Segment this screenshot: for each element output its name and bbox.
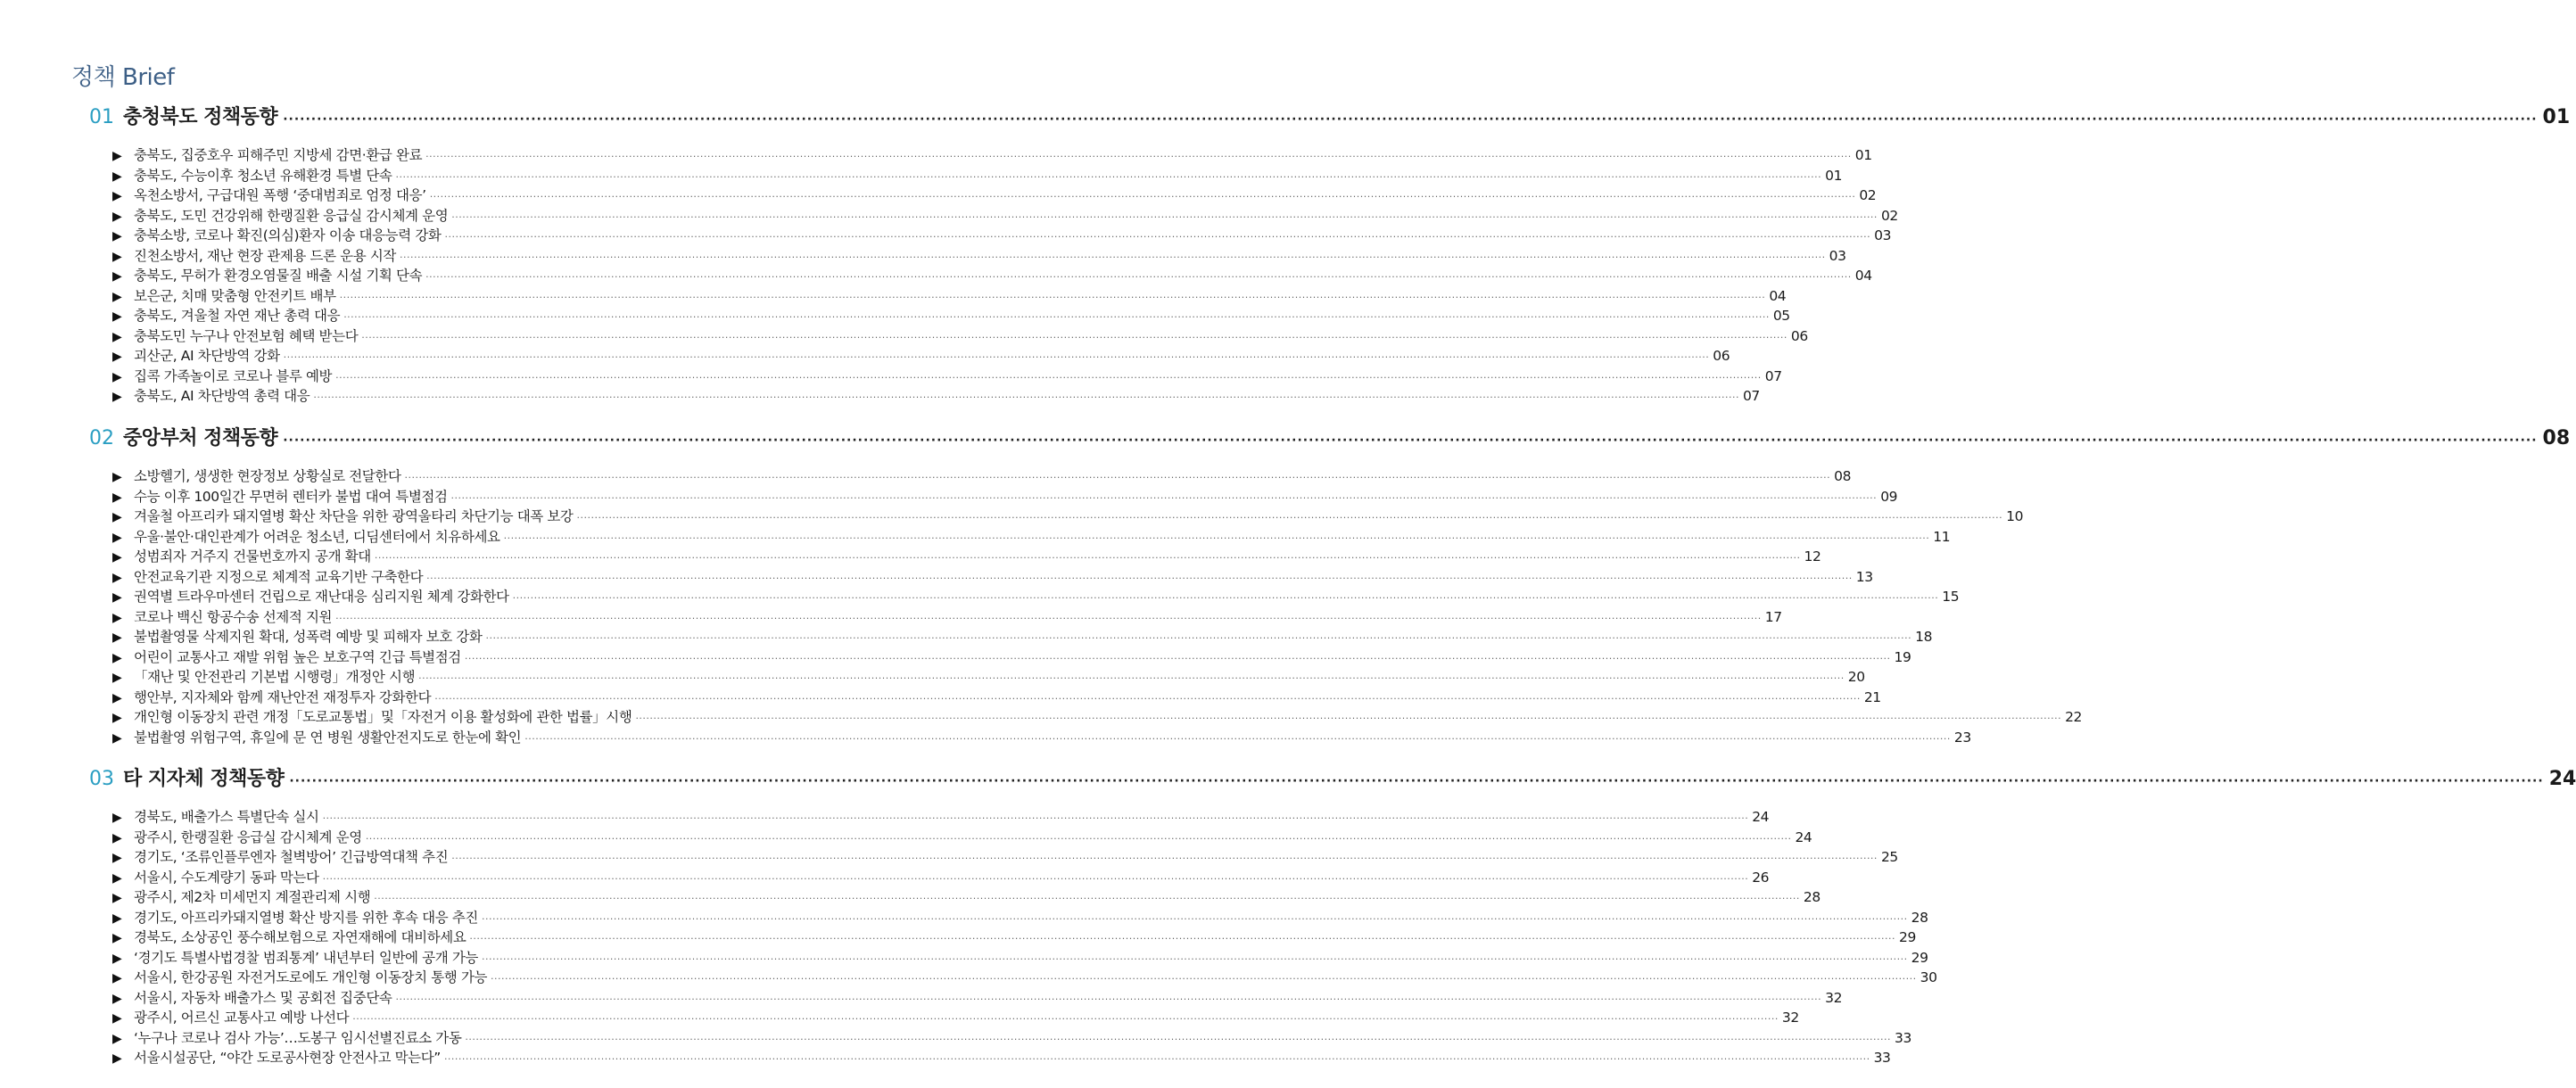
toc-entry[interactable]	[89, 886, 1821, 907]
triangle-bullet-icon: ▶	[112, 149, 122, 163]
entry-title: 광주시, 어르신 교통사고 예방 나선다	[134, 1010, 350, 1026]
triangle-bullet-icon: ▶	[112, 189, 122, 203]
triangle-bullet-icon: ▶	[112, 650, 122, 665]
dot-leader: ················································································································································································································································································································································································································	[481, 952, 1908, 965]
triangle-bullet-icon: ▶	[112, 690, 122, 705]
section-item-list	[89, 466, 2083, 746]
triangle-bullet-icon: ▶	[112, 350, 122, 364]
entry-page-number: 26	[1752, 869, 1770, 886]
entry-page-number: 20	[1847, 669, 1865, 685]
dot-leader: ················································································································································································································································································································································································································	[343, 311, 1770, 323]
entry-title: 경기도, ‘조류인플루엔자 철벽방어’ 긴급방역대책 추진	[134, 849, 449, 865]
toc-entry[interactable]	[89, 967, 1937, 987]
dot-leader: ················································································································································································································································································································································································································	[503, 532, 1930, 544]
toc-entry[interactable]	[89, 987, 1843, 1008]
toc-entry[interactable]	[89, 626, 1933, 647]
entry-title: 괴산군, AI 차단방역 강화	[134, 348, 280, 364]
entry-title: 안전교육기관 지정으로 체계적 교육기반 구축한다	[134, 568, 424, 585]
dot-leader: ················································································································································································································································································································································································································	[425, 271, 1852, 283]
toc-section	[89, 102, 2571, 406]
dot-leader: ················································································································································································································································································································································································································	[395, 993, 1822, 1005]
triangle-bullet-icon: ▶	[112, 830, 122, 845]
entry-page-number: 32	[1825, 989, 1843, 1006]
dot-leader: ················································································································································································································································································································································································································	[426, 572, 1853, 584]
section-heading[interactable]	[89, 102, 2571, 132]
triangle-bullet-icon: ▶	[112, 229, 122, 243]
toc-entry[interactable]	[89, 867, 1770, 887]
toc-entry[interactable]	[89, 1027, 1911, 1048]
entry-title: 성범죄자 거주지 건물번호까지 공개 확대	[134, 548, 371, 565]
toc-entry[interactable]	[89, 385, 1760, 406]
triangle-bullet-icon: ▶	[112, 1031, 122, 1046]
triangle-bullet-icon: ▶	[112, 269, 122, 284]
entry-title: 불법촬영물 삭제지원 확대, 성폭력 예방 및 피해자 보호 강화	[134, 629, 483, 645]
triangle-bullet-icon: ▶	[112, 530, 122, 545]
toc-entry[interactable]	[89, 326, 1808, 346]
dot-leader: ················································································································································································································································································································································································································	[444, 231, 1871, 243]
entry-page-number: 28	[1911, 909, 1928, 926]
toc-entry[interactable]	[89, 305, 1790, 326]
section-title: 중앙부처 정책동향	[123, 427, 278, 449]
triangle-bullet-icon: ▶	[112, 470, 122, 484]
entry-title: ‘경기도 특별사법경찰 범죄통계’ 내년부터 일반에 공개 가능	[134, 949, 478, 966]
toc-entry[interactable]	[89, 846, 1898, 867]
entry-page-number: 29	[1899, 929, 1916, 945]
dot-leader: ················································································································································································································································································································································································································	[485, 632, 1912, 644]
dot-leader: ················································································································································································································································································································································································································	[400, 251, 1826, 263]
entry-title: 집콕 가족놀이로 코로나 블루 예방	[134, 367, 333, 384]
toc-entry[interactable]	[89, 265, 1872, 285]
entry-page-number: 03	[1829, 247, 1846, 264]
toc-entry[interactable]	[89, 185, 1877, 205]
dot-leader: ················································································································································································································································································································································································································	[512, 592, 1939, 604]
entry-page-number: 22	[2065, 709, 2083, 725]
entry-page-number: 07	[1764, 367, 1782, 384]
section-page-number: 24	[2548, 768, 2576, 790]
entry-title: 코로나 백신 항공수송 선제적 지원	[134, 608, 333, 625]
toc-entry[interactable]	[89, 727, 1971, 747]
dot-leader: ················································································································································································································································································································································································································	[434, 692, 1861, 705]
entry-page-number: 01	[1854, 147, 1872, 163]
toc-entry[interactable]	[89, 907, 1928, 927]
toc-section	[89, 763, 2576, 1067]
section-number: 02	[89, 427, 114, 449]
triangle-bullet-icon: ▶	[112, 991, 122, 1006]
toc-entry[interactable]	[89, 947, 1928, 968]
triangle-bullet-icon: ▶	[112, 510, 122, 524]
toc-entry[interactable]	[89, 1047, 1891, 1067]
triangle-bullet-icon: ▶	[112, 811, 122, 825]
toc-entry[interactable]	[89, 144, 1872, 165]
entry-title: 충북도, 겨울철 자연 재난 총력 대응	[134, 308, 341, 324]
toc-entry[interactable]	[89, 687, 1881, 707]
dot-leader: ················································································································································································································································································································································································································	[339, 291, 1766, 303]
triangle-bullet-icon: ▶	[112, 490, 122, 505]
toc-entry[interactable]	[89, 927, 1916, 947]
entry-page-number: 12	[1804, 548, 1821, 565]
entry-page-number: 30	[1920, 969, 1937, 985]
triangle-bullet-icon: ▶	[112, 891, 122, 905]
toc-entry[interactable]	[89, 285, 1787, 306]
entry-page-number: 18	[1915, 629, 1933, 645]
entry-page-number: 25	[1880, 849, 1898, 865]
dot-leader: ················································································································································································································································································································································································································	[635, 713, 2062, 724]
toc-entry[interactable]	[89, 566, 1873, 587]
entry-title: 충북도, 무허가 환경오염물질 배출 시설 기획 단속	[134, 268, 423, 284]
toc-entry[interactable]	[89, 1007, 1799, 1027]
toc-entry[interactable]	[89, 526, 1951, 547]
triangle-bullet-icon: ▶	[112, 590, 122, 605]
entry-title: 경북도, 소상공인 풍수해보험으로 자연재해에 대비하세요	[134, 929, 466, 945]
dot-leader: ················································································································································································································································································································································································································	[374, 893, 1800, 904]
entry-page-number: 23	[1953, 729, 1971, 746]
dot-leader: ················································································································································································································································································································································································································	[576, 512, 2003, 523]
entry-page-number: 02	[1880, 207, 1898, 224]
dot-leader: ················································································································································································································································································································································································································	[481, 912, 1908, 925]
entry-title: 광주시, 제2차 미세먼지 계절관리제 시행	[134, 889, 371, 905]
toc-entry[interactable]	[89, 647, 1911, 667]
toc-entry[interactable]	[89, 546, 1821, 566]
entry-title: 어린이 교통사고 재발 위험 높은 보호구역 긴급 특별점검	[134, 648, 461, 665]
triangle-bullet-icon: ▶	[112, 169, 122, 184]
entry-title: 진천소방서, 재난 현장 관제용 드론 운용 시작	[134, 247, 397, 264]
triangle-bullet-icon: ▶	[112, 390, 122, 404]
entry-page-number: 11	[1933, 528, 1951, 545]
entry-title: 서울시, 자동차 배출가스 및 공회전 집중단속	[134, 989, 392, 1006]
section-heading[interactable]	[89, 763, 2576, 794]
dot-leader: ················································································································································································································································································································································································································	[283, 351, 1710, 363]
dot-leader: ················································································································································································································································································································································································································	[289, 774, 2544, 788]
toc-entry[interactable]	[89, 205, 1898, 226]
triangle-bullet-icon: ▶	[112, 209, 122, 224]
entry-title: 서울시, 수도계량기 동파 막는다	[134, 869, 319, 886]
dot-leader: ················································································································································································································································································································································································································	[335, 371, 1762, 383]
entry-title: 보은군, 치매 맞춤형 안전키트 배부	[134, 287, 336, 304]
dot-leader: ················································································································································································································································································································································································································	[361, 331, 1788, 343]
entry-title: 권역별 트라우마센터 건립으로 재난대응 심리지원 체계 강화한다	[134, 589, 509, 605]
entry-title: 옥천소방서, 구급대원 폭행 ‘중대범죄로 엄정 대응’	[134, 187, 426, 203]
toc-entry[interactable]	[89, 666, 1865, 687]
entry-page-number: 28	[1803, 889, 1821, 905]
entry-page-number: 24	[1752, 809, 1770, 825]
dot-leader: ················································································································································································································································································································································································································	[335, 612, 1762, 624]
dot-leader: ················································································································································································································································································································································································································	[524, 732, 1951, 745]
triangle-bullet-icon: ▶	[112, 931, 122, 945]
toc-entry[interactable]	[89, 586, 1960, 606]
toc-section	[89, 423, 2571, 746]
triangle-bullet-icon: ▶	[112, 911, 122, 926]
entry-page-number: 07	[1742, 388, 1760, 404]
entry-title: ‘누구나 코로나 검사 가능’…도봉구 임시선별진료소 가동	[134, 1029, 462, 1046]
entry-page-number: 02	[1859, 187, 1877, 203]
entry-title: 충북도, 수능이후 청소년 유해환경 특별 단속	[134, 167, 392, 184]
dot-leader: ················································································································································································································································································································································································································	[465, 1033, 1892, 1045]
entry-title: 서울시설공단, “야간 도로공사현장 안전사고 막는다”	[134, 1050, 441, 1066]
dot-leader: ················································································································································································································································································································································································································	[404, 472, 1831, 483]
triangle-bullet-icon: ▶	[112, 631, 122, 645]
entry-title: 경기도, 아프리카돼지열병 확산 방지를 위한 후속 대응 추진	[134, 909, 478, 926]
entry-title: 행안부, 지자체와 함께 재난안전 재정투자 강화한다	[134, 688, 432, 705]
triangle-bullet-icon: ▶	[112, 1051, 122, 1066]
toc-entry[interactable]	[89, 806, 1770, 827]
entry-title: 충북도, 도민 건강위해 한랭질환 응급실 감시체계 운영	[134, 207, 449, 224]
entry-page-number: 10	[2006, 508, 2024, 524]
section-title: 충청북도 정책동향	[123, 106, 278, 128]
entry-title: 충북소방, 코로나 확진(의심)환자 이송 대응능력 강화	[134, 227, 442, 243]
dot-leader: ················································································································································································································································································································································································································	[365, 832, 1792, 845]
entry-title: 겨울철 아프리카 돼지열병 확산 차단을 위한 광역울타리 차단기능 대폭 보강	[134, 508, 574, 524]
entry-title: 충북도, 집중호우 피해주민 지방세 감면·환급 완료	[134, 147, 423, 163]
dot-leader: ················································································································································································································································································································································································································	[283, 112, 2538, 127]
triangle-bullet-icon: ▶	[112, 1011, 122, 1026]
section-page-number: 08	[2542, 427, 2571, 449]
entry-page-number: 06	[1713, 348, 1730, 364]
entry-title: 우울·불안·대인관계가 어려운 청소년, 디딤센터에서 치유하세요	[134, 528, 500, 545]
triangle-bullet-icon: ▶	[112, 610, 122, 625]
entry-title: 수능 이후 100일간 무면허 렌터카 불법 대여 특별점검	[134, 488, 448, 505]
entry-page-number: 19	[1894, 648, 1911, 665]
triangle-bullet-icon: ▶	[112, 570, 122, 585]
section-title: 타 지자체 정책동향	[123, 768, 285, 790]
entry-title: 충북도, AI 차단방역 총력 대응	[134, 388, 310, 404]
section-item-list	[89, 806, 1937, 1067]
triangle-bullet-icon: ▶	[112, 870, 122, 886]
entry-page-number: 09	[1880, 488, 1898, 505]
entry-page-number: 21	[1863, 688, 1881, 705]
triangle-bullet-icon: ▶	[112, 329, 122, 344]
toc-entry[interactable]	[89, 827, 1812, 847]
section-number: 03	[89, 768, 114, 790]
dot-leader: ················································································································································································································································································································································································································	[352, 1013, 1779, 1025]
entry-title: 광주시, 한랭질환 응급실 감시체계 운영	[134, 828, 362, 845]
toc-entry[interactable]	[89, 225, 1892, 245]
dot-leader: ················································································································································································································································································································································································································	[395, 170, 1822, 183]
dot-leader: ················································································································································································································································································································································································································	[443, 1053, 1870, 1065]
section-page-number: 01	[2542, 106, 2571, 128]
entry-page-number: 01	[1825, 167, 1843, 184]
dot-leader: ················································································································································································································································································································································································································	[469, 933, 1896, 944]
dot-leader: ················································································································································································································································································································································································································	[491, 973, 1917, 985]
entry-page-number: 33	[1873, 1050, 1891, 1066]
triangle-bullet-icon: ▶	[112, 550, 122, 565]
triangle-bullet-icon: ▶	[112, 971, 122, 985]
toc-entry[interactable]	[89, 345, 1730, 366]
entry-title: 「재난 및 안전관리 기본법 시행령」개정안 시행	[134, 669, 416, 685]
entry-page-number: 05	[1772, 308, 1790, 324]
entry-page-number: 32	[1781, 1010, 1799, 1026]
entry-page-number: 17	[1764, 608, 1782, 625]
dot-leader: ················································································································································································································································································································································································································	[283, 433, 2538, 448]
dot-leader: ················································································································································································································································································································································································································	[451, 853, 1878, 864]
toc-entry[interactable]	[89, 606, 1782, 627]
dot-leader: ················································································································································································································································································································································································································	[464, 652, 1891, 664]
toc-entry[interactable]	[89, 706, 2083, 727]
toc-entry[interactable]	[89, 245, 1846, 266]
section-heading[interactable]	[89, 423, 2571, 453]
entry-title: 개인형 이동장치 관련 개정「도로교통법」및「자전거 이용 활성화에 관한 법률」시행	[134, 709, 632, 725]
triangle-bullet-icon: ▶	[112, 951, 122, 966]
entry-title: 소방헬기, 생생한 현장정보 상황실로 전달한다	[134, 468, 401, 484]
entry-page-number: 04	[1854, 268, 1872, 284]
triangle-bullet-icon: ▶	[112, 671, 122, 685]
dot-leader: ················································································································································································································································································································································································································	[429, 191, 1856, 202]
entry-page-number: 15	[1942, 589, 1960, 605]
toc-entry[interactable]	[89, 366, 1782, 386]
toc-entry[interactable]	[89, 506, 2024, 526]
triangle-bullet-icon: ▶	[112, 851, 122, 865]
triangle-bullet-icon: ▶	[112, 289, 122, 304]
section-number: 01	[89, 106, 114, 128]
entry-title: 충북도민 누구나 안전보험 혜택 받는다	[134, 327, 359, 344]
entry-page-number: 33	[1895, 1029, 1911, 1046]
entry-page-number: 13	[1855, 568, 1873, 585]
section-item-list	[89, 144, 1898, 406]
entry-title: 경북도, 배출가스 특별단속 실시	[134, 809, 319, 825]
entry-page-number: 24	[1795, 828, 1812, 845]
triangle-bullet-icon: ▶	[112, 711, 122, 725]
dot-leader: ················································································································································································································································································································································································································	[322, 812, 1749, 824]
page-header-title: 정책 Brief	[71, 64, 175, 91]
dot-leader: ················································································································································································································································································································································································································	[418, 672, 1845, 684]
triangle-bullet-icon: ▶	[112, 249, 122, 264]
triangle-bullet-icon: ▶	[112, 730, 122, 746]
dot-leader: ················································································································································································································································································································································································································	[450, 491, 1878, 504]
dot-leader: ················································································································································································································································································································································································································	[374, 552, 1801, 564]
entry-title: 불법촬영 위험구역, 휴일에 문 연 병원 생활안전지도로 한눈에 확인	[134, 729, 522, 746]
toc-entry[interactable]	[89, 486, 1898, 507]
dot-leader: ················································································································································································································································································································································································································	[313, 392, 1739, 403]
entry-page-number: 08	[1834, 468, 1852, 484]
dot-leader: ················································································································································································································································································································································································································	[322, 872, 1749, 885]
entry-page-number: 29	[1911, 949, 1928, 966]
toc-entry[interactable]	[89, 165, 1843, 185]
dot-leader: ················································································································································································································································································································································································································	[425, 151, 1852, 162]
entry-title: 서울시, 한강공원 자전거도로에도 개인형 이동장치 통행 가능	[134, 969, 488, 985]
triangle-bullet-icon: ▶	[112, 369, 122, 384]
toc-entry[interactable]	[89, 466, 1852, 486]
dot-leader: ················································································································································································································································································································································································································	[451, 210, 1878, 223]
entry-page-number: 03	[1874, 227, 1892, 243]
entry-page-number: 04	[1769, 287, 1787, 304]
entry-page-number: 06	[1790, 327, 1808, 344]
triangle-bullet-icon: ▶	[112, 309, 122, 324]
